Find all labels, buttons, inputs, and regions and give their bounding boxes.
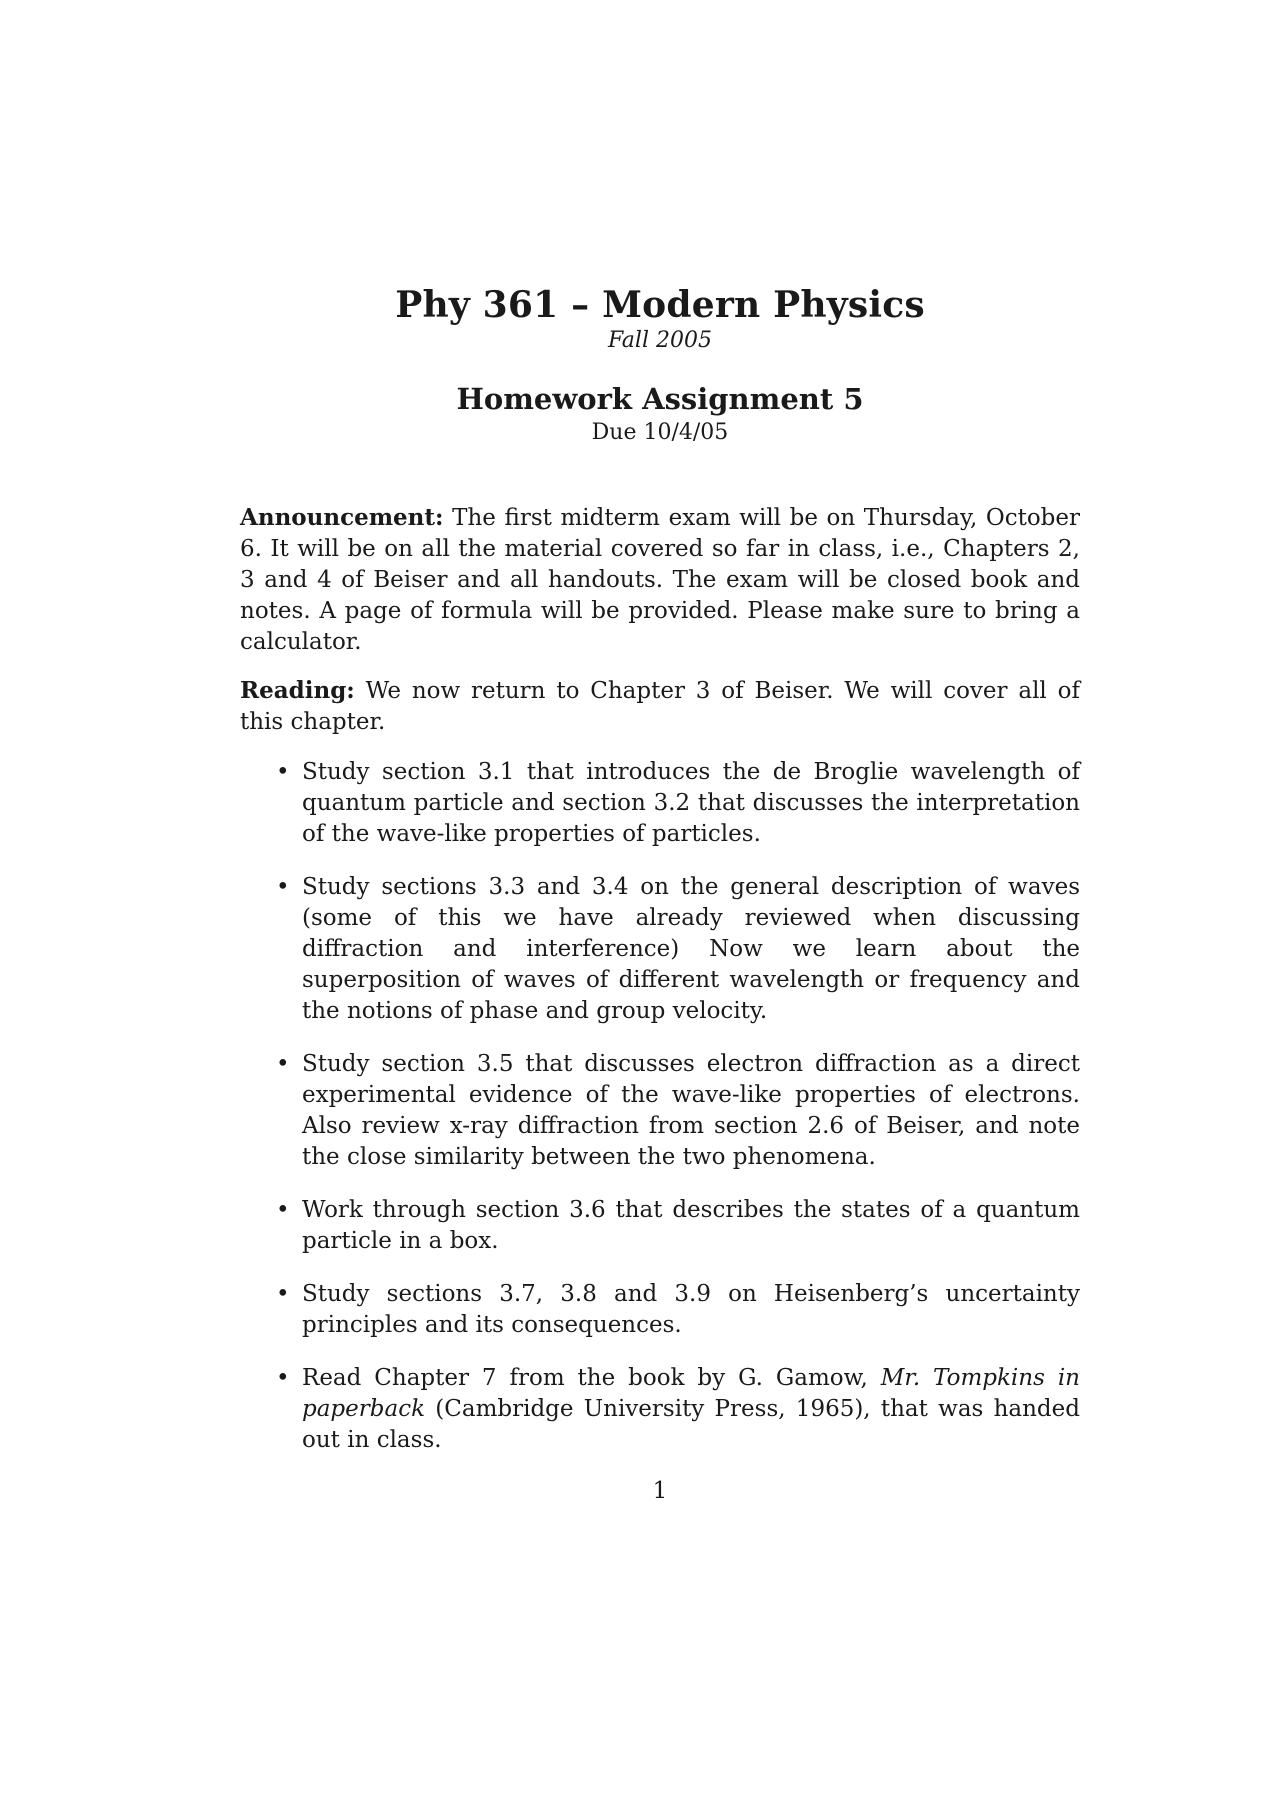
announcement-label: Announcement: [240,504,444,531]
list-item [240,872,1080,1027]
list-item-text: Study section 3.5 that discusses electron diffraction as a direct experimental evidence of the wave-like properties of electrons. Also review x-ray diffraction from section 2.6 of Beiser, and note the close similarity between the two phenomena. [302,1051,1080,1170]
reading-label: Reading: [240,677,355,704]
bullet-icon: • [276,1197,290,1223]
reading-paragraph [240,675,1080,738]
list-item-text: Work through section 3.6 that describes the states of a quantum particle in a box. [302,1197,1080,1254]
assignment-title: Homework Assignment 5 [456,382,864,416]
reading-text: We now return to Chapter 3 of Beiser. We will cover all of this chapter. [240,678,1080,735]
book-title: Mr. Tompkins in paperback [302,1365,1080,1422]
list-item-text-post: (Cambridge University Press, 1965), that was handed out in class. [302,1396,1080,1453]
announcement-text: The first midterm exam will be on Thursday, October 6. It will be on all the material covered so far in class, i.e., Chapters 2, 3 and 4 of Beiser and all handouts. The exam will be closed book and notes. A page of formula will be provided. Please make sure to bring a calculator. [240,505,1080,655]
page-number: 1 [652,1478,668,1504]
list-item [240,1195,1080,1257]
list-item-text: Study section 3.1 that introduces the de Broglie wavelength of quantum particle and section 3.2 that discusses the interpretation of the wave-like properties of particles. [302,759,1080,847]
term: Fall 2005 [608,328,712,353]
bullet-icon: • [276,759,290,785]
bullet-icon: • [276,874,290,900]
course-title: Phy 361 – Modern Physics [395,284,925,326]
list-item [240,1363,1080,1456]
list-item-text-pre: Read Chapter 7 from the book by G. Gamow, [302,1365,881,1391]
due-date: Due 10/4/05 [591,420,729,445]
bullet-icon: • [276,1365,290,1391]
list-item [240,1279,1080,1341]
list-item [240,757,1080,850]
list-item-text: Study sections 3.7, 3.8 and 3.9 on Heisenberg’s uncertainty principles and its consequences. [302,1281,1080,1338]
list-item-text: Study sections 3.3 and 3.4 on the general description of waves (some of this we have already reviewed when discussing diffraction and interference) Now we learn about the superposition of waves of different wavelength or frequency and the notions of phase and group velocity. [302,874,1080,1024]
list-item [240,1049,1080,1173]
reading-list [240,757,1080,1478]
announcement-paragraph [240,502,1080,658]
document-page [240,0,1080,1811]
bullet-icon: • [276,1051,290,1077]
bullet-icon: • [276,1281,290,1307]
